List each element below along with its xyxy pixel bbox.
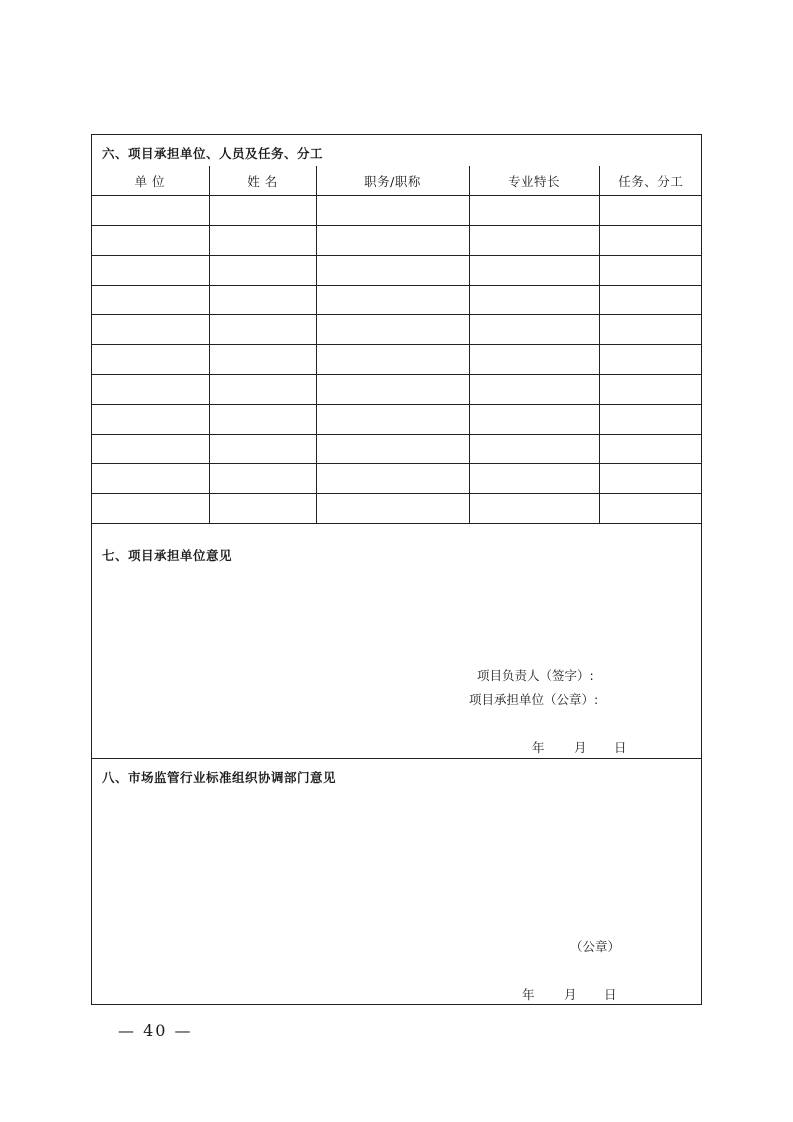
cell-unit[interactable]	[91, 285, 209, 315]
table-row	[91, 464, 702, 494]
cell-task[interactable]	[599, 196, 702, 226]
col-task: 任务、分工	[599, 166, 702, 196]
cell-task[interactable]	[599, 255, 702, 285]
cell-unit[interactable]	[91, 226, 209, 256]
cell-title[interactable]	[316, 494, 469, 524]
col-title: 职务/职称	[316, 166, 469, 196]
cell-specialty[interactable]	[469, 285, 599, 315]
cell-title[interactable]	[316, 345, 469, 375]
cell-task[interactable]	[599, 226, 702, 256]
cell-specialty[interactable]	[469, 464, 599, 494]
cell-name[interactable]	[209, 226, 316, 256]
table-row	[91, 404, 702, 434]
cell-specialty[interactable]	[469, 375, 599, 405]
cell-task[interactable]	[599, 494, 702, 524]
cell-specialty[interactable]	[469, 345, 599, 375]
table-row	[91, 345, 702, 375]
cell-name[interactable]	[209, 464, 316, 494]
cell-unit[interactable]	[91, 434, 209, 464]
cell-name[interactable]	[209, 345, 316, 375]
cell-specialty[interactable]	[469, 196, 599, 226]
cell-name[interactable]	[209, 434, 316, 464]
cell-title[interactable]	[316, 226, 469, 256]
cell-specialty[interactable]	[469, 404, 599, 434]
cell-name[interactable]	[209, 315, 316, 345]
table-row	[91, 315, 702, 345]
cell-task[interactable]	[599, 315, 702, 345]
cell-specialty[interactable]	[469, 434, 599, 464]
cell-task[interactable]	[599, 285, 702, 315]
leader-sign-label: 项目负责人（签字）:	[477, 668, 594, 683]
section7-title: 七、项目承担单位意见	[102, 548, 233, 563]
col-specialty: 专业特长	[469, 166, 599, 196]
cell-name[interactable]	[209, 494, 316, 524]
cell-unit[interactable]	[91, 494, 209, 524]
table-row	[91, 375, 702, 405]
cell-task[interactable]	[599, 434, 702, 464]
col-unit: 单 位	[91, 166, 209, 196]
section7-month: 月	[574, 740, 587, 755]
col-name: 姓 名	[209, 166, 316, 196]
application-form	[91, 134, 702, 1005]
table-row	[91, 494, 702, 524]
cell-unit[interactable]	[91, 464, 209, 494]
unit-seal-label: 项目承担单位（公章）:	[469, 692, 599, 707]
section8-title: 八、市场监管行业标准组织协调部门意见	[102, 770, 337, 785]
table-row	[91, 226, 702, 256]
cell-specialty[interactable]	[469, 494, 599, 524]
cell-specialty[interactable]	[469, 226, 599, 256]
table-row	[91, 434, 702, 464]
cell-unit[interactable]	[91, 404, 209, 434]
cell-unit[interactable]	[91, 375, 209, 405]
cell-unit[interactable]	[91, 196, 209, 226]
section7-year: 年	[532, 740, 545, 755]
cell-title[interactable]	[316, 434, 469, 464]
table-row	[91, 196, 702, 226]
cell-specialty[interactable]	[469, 255, 599, 285]
section7-day: 日	[614, 740, 627, 755]
section8	[92, 758, 701, 1006]
cell-name[interactable]	[209, 375, 316, 405]
cell-name[interactable]	[209, 196, 316, 226]
cell-name[interactable]	[209, 285, 316, 315]
cell-title[interactable]	[316, 404, 469, 434]
cell-task[interactable]	[599, 404, 702, 434]
section8-month: 月	[564, 987, 577, 1002]
section8-day: 日	[604, 987, 617, 1002]
table-row	[91, 255, 702, 285]
section8-seal-label: （公章）	[570, 939, 621, 954]
cell-name[interactable]	[209, 255, 316, 285]
cell-title[interactable]	[316, 196, 469, 226]
cell-unit[interactable]	[91, 255, 209, 285]
page-number: — 40 —	[118, 1021, 193, 1040]
cell-unit[interactable]	[91, 345, 209, 375]
cell-title[interactable]	[316, 375, 469, 405]
cell-unit[interactable]	[91, 315, 209, 345]
section7	[92, 536, 701, 758]
cell-task[interactable]	[599, 375, 702, 405]
cell-title[interactable]	[316, 464, 469, 494]
section6-title: 六、项目承担单位、人员及任务、分工	[102, 146, 324, 161]
cell-task[interactable]	[599, 464, 702, 494]
cell-title[interactable]	[316, 255, 469, 285]
cell-title[interactable]	[316, 285, 469, 315]
members-table	[91, 166, 702, 524]
members-body	[91, 196, 702, 524]
table-row	[91, 285, 702, 315]
members-header-row	[91, 166, 702, 196]
cell-task[interactable]	[599, 345, 702, 375]
cell-specialty[interactable]	[469, 315, 599, 345]
section8-year: 年	[522, 987, 535, 1002]
cell-name[interactable]	[209, 404, 316, 434]
cell-title[interactable]	[316, 315, 469, 345]
